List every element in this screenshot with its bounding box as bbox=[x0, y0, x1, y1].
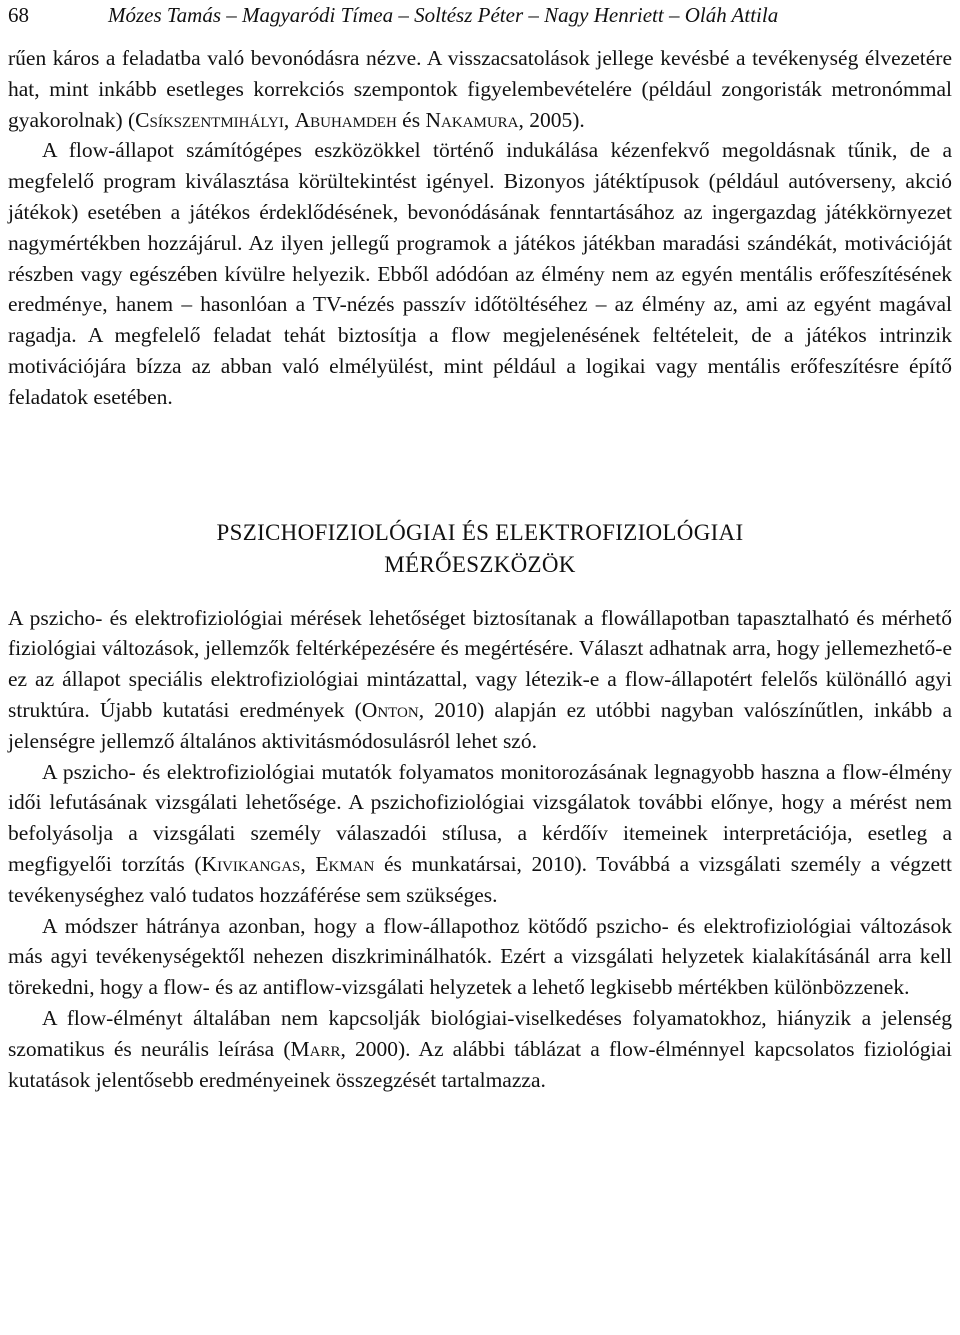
running-head: Mózes Tamás – Magyaródi Tímea – Soltész Péter – Nagy Henriett – Oláh Attila bbox=[108, 3, 779, 27]
citation-author: Csíkszentmihályi bbox=[135, 107, 284, 132]
text-run: A módszer hátránya azonban, hogy a flow-állapothoz kötődő pszicho- és elektrofiziológiai változások más agyi tevékenységektől nehezen diszkriminálhatók. Ezért a vizsgálati helyzetek kialakításánál arra kell törekedni, hogy a flow- és az antiflow-vizsgálati helyzetek a lehető legkisebb mértékben különbözzenek. bbox=[8, 913, 952, 1000]
page-header bbox=[8, 0, 952, 36]
paragraph bbox=[8, 911, 952, 1003]
text-run: , bbox=[283, 107, 295, 132]
text-run: A flow-élményt általában nem kapcsolják biológiai-viselkedéses folyamatokhoz, hiányzik a jelenség szomatikus és neurális leírása ( bbox=[8, 1005, 952, 1061]
paragraph bbox=[8, 603, 952, 757]
section-heading-line: MÉRŐESZKÖZÖK bbox=[384, 551, 576, 577]
text-run: rűen káros a feladatba való bevonódásra nézve. A visszacsatolások jellege kevésbé a tevékenység élvezetére hat, mint inkább esetleges korrekciós szempontok figyelembevételére (például zongoristák metronómmal gyakorolnak) ( bbox=[8, 46, 952, 132]
section-heading bbox=[8, 517, 952, 581]
paragraph bbox=[8, 43, 952, 135]
citation-author: Marr bbox=[290, 1036, 341, 1061]
page-number: 68 bbox=[8, 3, 29, 27]
paragraph bbox=[8, 1003, 952, 1095]
citation-author: Ekman bbox=[315, 851, 375, 876]
section-heading-line: PSZICHOFIZIOLÓGIAI ÉS ELEKTROFIZIOLÓGIAI bbox=[216, 519, 744, 545]
text-run: A flow-állapot számítógépes eszközökkel történő indukálása kézenfekvő megoldásnak tűnik, de a megfelelő program kiválasztása körültekintést igényel. Bizonyos játéktípusok (például autóverseny, akció játékok) esetében a játékos érdeklődésének, bevonódásának fenntartásához az ingergazdag játékkörnyezet nagymértékben hozzájárul. Az ilyen jellegű programok a játékos játékban maradási szándékát, motivációját részben vagy egészében kívülre helyezik. Ebből adódóan az élmény nem az egyén mentális erőfeszítésének eredménye, hanem – hasonlóan a TV-nézés passzív időtöltéséhez – az élmény az, ami az egyént magával ragadja. A megfelelő feladat tehát biztosítja a flow megjelenésének feltételeit, de a játékos intrinzik motivációjára bízza az abban való elmélyülést, mint például a logikai vagy mentális erőfeszítésre építő feladatok esetében. bbox=[8, 138, 952, 409]
intro-text bbox=[8, 43, 952, 413]
citation-author: Abuhamdeh bbox=[294, 107, 397, 132]
text-run: A pszicho- és elektrofiziológiai mérések lehetőséget biztosítanak a flowállapotban tapasztalható és mérhető fiziológiai változások, jellemzők feltérképezésére és megértésére. Választ adhatnak arra, hogy jellemezhető-e ez az állapot speciális elektrofiziológiai mintázattal, vagy létezik-e a flow-állapotért felelős különálló agyi struktúra. Újabb kutatási eredmények ( bbox=[8, 605, 952, 722]
paragraph bbox=[8, 135, 952, 412]
citation-author: Onton bbox=[361, 697, 419, 722]
text-run: , 2005). bbox=[518, 107, 585, 132]
section-text bbox=[8, 603, 952, 1096]
paragraph bbox=[8, 757, 952, 911]
document-page bbox=[8, 0, 952, 1095]
text-run: , bbox=[300, 851, 316, 876]
text-run: , 2010) alapján ez utóbbi nagyban valószínűtlen, inkább a jelenségre jellemző általános aktivitásmódosulásról lehet szó. bbox=[8, 697, 952, 753]
text-run: , 2000). Az alábbi táblázat a flow-élménnyel kapcsolatos fiziológiai kutatások jelentősebb eredményeinek összegzését tartalmazza. bbox=[8, 1036, 952, 1092]
citation-author: Kivikangas bbox=[201, 851, 301, 876]
text-run: és munkatársai, 2010). Továbbá a vizsgálati személy a végzett tevékenységhez való tudatos hozzáférése sem szükséges. bbox=[8, 851, 952, 907]
text-run: A pszicho- és elektrofiziológiai mutatók folyamatos monitorozásának legnagyobb haszna a flow-élmény idői lefutásának vizsgálati lehetősége. A pszichofiziológiai vizsgálatok további előnye, hogy a mérést nem befolyásolja a vizsgálati személy válaszadói stílusa, a kérdőív itemeinek interpretációja, esetleg a megfigyelői torzítás ( bbox=[8, 759, 952, 876]
citation-author: Nakamura bbox=[425, 107, 519, 132]
text-run: és bbox=[396, 107, 426, 132]
